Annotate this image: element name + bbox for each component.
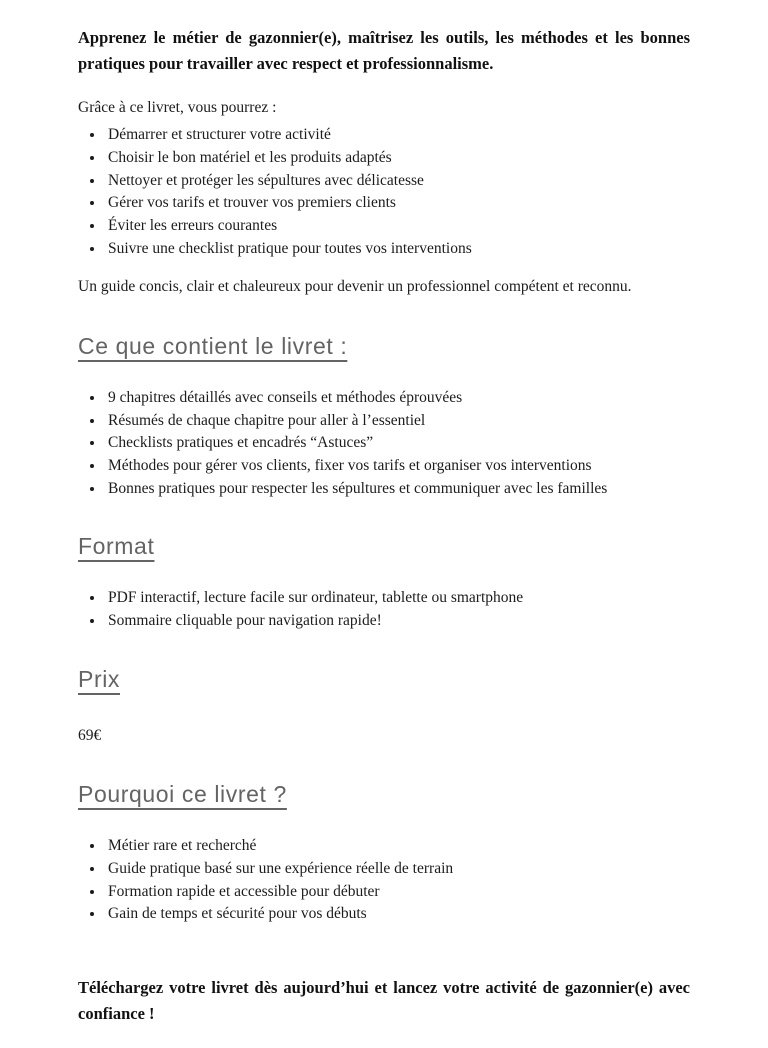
benefits-list — [105, 124, 690, 259]
list-item: • Checklists pratiques et encadrés “Astuces” — [105, 432, 690, 454]
list-item: • Suivre une checklist pratique pour toutes vos interventions — [105, 238, 690, 260]
section-heading-format: Format — [78, 533, 155, 560]
intro-paragraph: Apprenez le métier de gazonnier(e), maîtrisez les outils, les méthodes et les bonnes pratiques pour travailler avec respect et professionnalisme. — [78, 28, 690, 74]
summary-paragraph: Un guide concis, clair et chaleureux pour devenir un professionnel compétent et reconnu. — [78, 278, 632, 296]
closing-paragraph: Téléchargez votre livret dès aujourd’hui et lancez votre activité de gazonnier(e) avec confiance ! — [78, 977, 690, 1024]
section-heading-price: Prix — [78, 665, 121, 692]
list-item: • 9 chapitres détaillés avec conseils et méthodes éprouvées — [105, 387, 690, 409]
section-heading-contents: Ce que contient le livret : — [78, 332, 348, 359]
price-value: 69€ — [78, 726, 102, 744]
list-item: • Démarrer et structurer votre activité — [105, 124, 690, 146]
benefits-lead: Grâce à ce livret, vous pourrez : — [78, 98, 277, 116]
list-item: • Guide pratique basé sur une expérience réelle de terrain — [105, 858, 690, 880]
why-list — [105, 835, 690, 925]
list-item: • Métier rare et recherché — [105, 835, 690, 857]
format-list — [105, 587, 690, 631]
list-item: • Nettoyer et protéger les sépultures avec délicatesse — [105, 170, 690, 192]
list-item: • Résumés de chaque chapitre pour aller à l’essentiel — [105, 410, 690, 432]
list-item: • Méthodes pour gérer vos clients, fixer vos tarifs et organiser vos interventions — [105, 455, 690, 477]
list-item: • Choisir le bon matériel et les produits adaptés — [105, 147, 690, 169]
list-item: • Éviter les erreurs courantes — [105, 215, 690, 237]
list-item: • PDF interactif, lecture facile sur ordinateur, tablette ou smartphone — [105, 587, 690, 609]
list-item: • Sommaire cliquable pour navigation rapide! — [105, 610, 690, 632]
list-item: • Bonnes pratiques pour respecter les sépultures et communiquer avec les familles — [105, 478, 690, 500]
contents-list — [105, 387, 690, 499]
list-item: • Gain de temps et sécurité pour vos débuts — [105, 903, 690, 925]
list-item: • Formation rapide et accessible pour débuter — [105, 881, 690, 903]
list-item: • Gérer vos tarifs et trouver vos premiers clients — [105, 192, 690, 214]
section-heading-why: Pourquoi ce livret ? — [78, 781, 287, 808]
